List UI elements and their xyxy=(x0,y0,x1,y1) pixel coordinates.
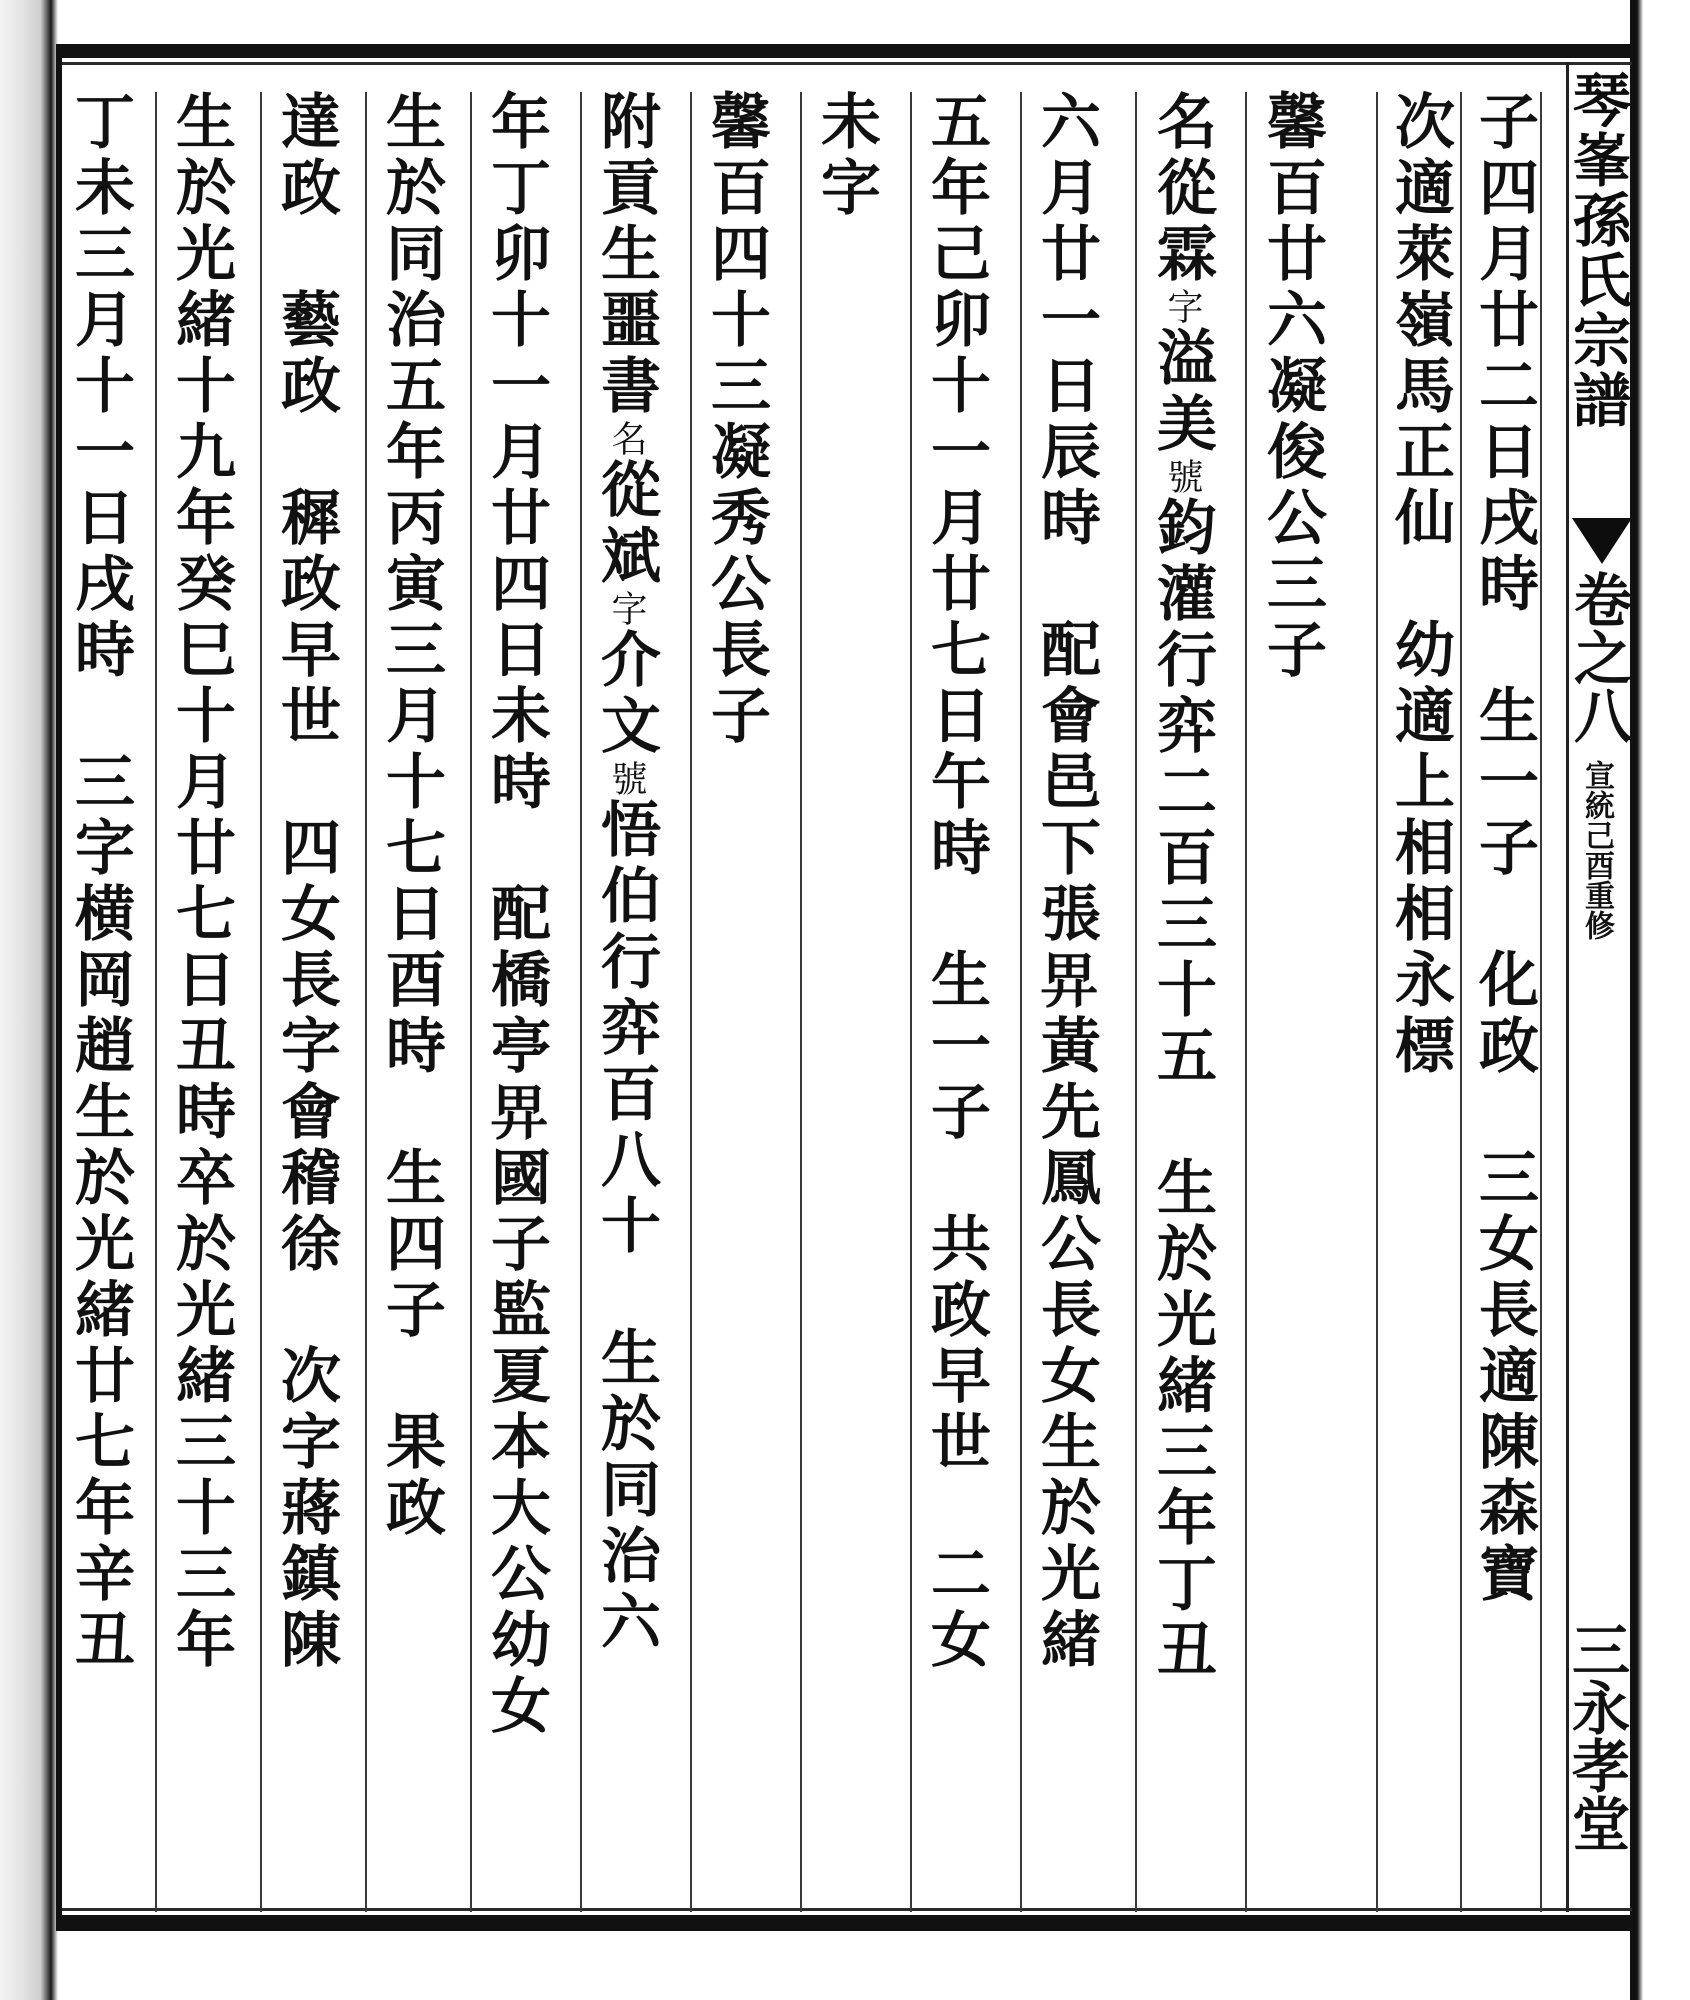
text-column-9: 附貢生噩書名從斌字介文號悟伯行弈百八十 生於同治六 xyxy=(591,90,661,1656)
column-rule xyxy=(1460,92,1462,1912)
frame-top-inner-rule xyxy=(56,62,1632,65)
column-rule xyxy=(1135,92,1137,1912)
adjacent-page-edge xyxy=(0,0,58,2000)
text-column-5: 六月廿一日辰時 配會邑下張𢌿黃先鳳公長女生於光緒 xyxy=(1031,90,1101,1674)
text-column-11: 生於同治五年丙寅三月十七日酉時 生四子 果政 xyxy=(376,90,446,1542)
column-rule xyxy=(470,92,472,1912)
banxin-edition: 宣統己酉重修 xyxy=(1579,760,1614,940)
frame-top-border xyxy=(56,44,1632,58)
column-rule xyxy=(690,92,692,1912)
column-rule xyxy=(1245,92,1247,1912)
text-column-1: 子四月廿二日戌時 生一子 化政 三女長適陳森寶 xyxy=(1469,90,1539,1608)
banxin-page-hall: 三永孝堂 xyxy=(1562,1620,1630,1852)
text-column-3: 馨百廿六凝俊公三子 xyxy=(1257,90,1327,684)
column-rule xyxy=(260,92,262,1912)
fish-tail-mark xyxy=(1572,518,1632,564)
frame-left-border xyxy=(56,44,62,1931)
column-rule xyxy=(1540,92,1542,1912)
column-rule xyxy=(580,92,582,1912)
text-column-12: 達政 藝政 穉政早世 四女長字會稽徐 次字蔣鎮陳 xyxy=(271,90,341,1674)
column-rule xyxy=(1376,92,1378,1912)
binding-edge xyxy=(1630,0,1690,2000)
column-rule xyxy=(1020,92,1022,1912)
banxin-volume: 卷之八 xyxy=(1564,570,1632,744)
text-column-10: 年丁卯十一月廿四日未時 配橋亭𢌿國子監夏本大公幼女 xyxy=(481,90,551,1740)
column-rule xyxy=(910,92,912,1912)
frame-bottom-border xyxy=(56,1915,1632,1931)
text-column-8: 馨百四十三凝秀公長子 xyxy=(701,90,771,750)
column-rule xyxy=(800,92,802,1912)
banxin-title: 琴峯孫氏宗譜 xyxy=(1563,70,1631,430)
text-column-14: 丁未三月十一日戌時 三字横岡趙生於光緒廿七年辛丑 xyxy=(65,90,135,1674)
text-column-4: 名從霖字溢美號鈞灌行弈二百三十五 生於光緒三年丁丑 xyxy=(1147,90,1217,1684)
text-column-6: 五年己卯十一月廿七日午時 生一子 共政早世 二女 xyxy=(921,90,991,1674)
column-rule xyxy=(155,92,157,1912)
text-column-7: 未字 xyxy=(811,90,881,222)
column-rule xyxy=(365,92,367,1912)
text-column-2: 次適萊嶺馬正仙 幼適上相相永標 xyxy=(1385,90,1455,1080)
text-column-13: 生於光緒十九年癸巳十月廿七日丑時卒於光緒三十三年 xyxy=(166,90,236,1674)
